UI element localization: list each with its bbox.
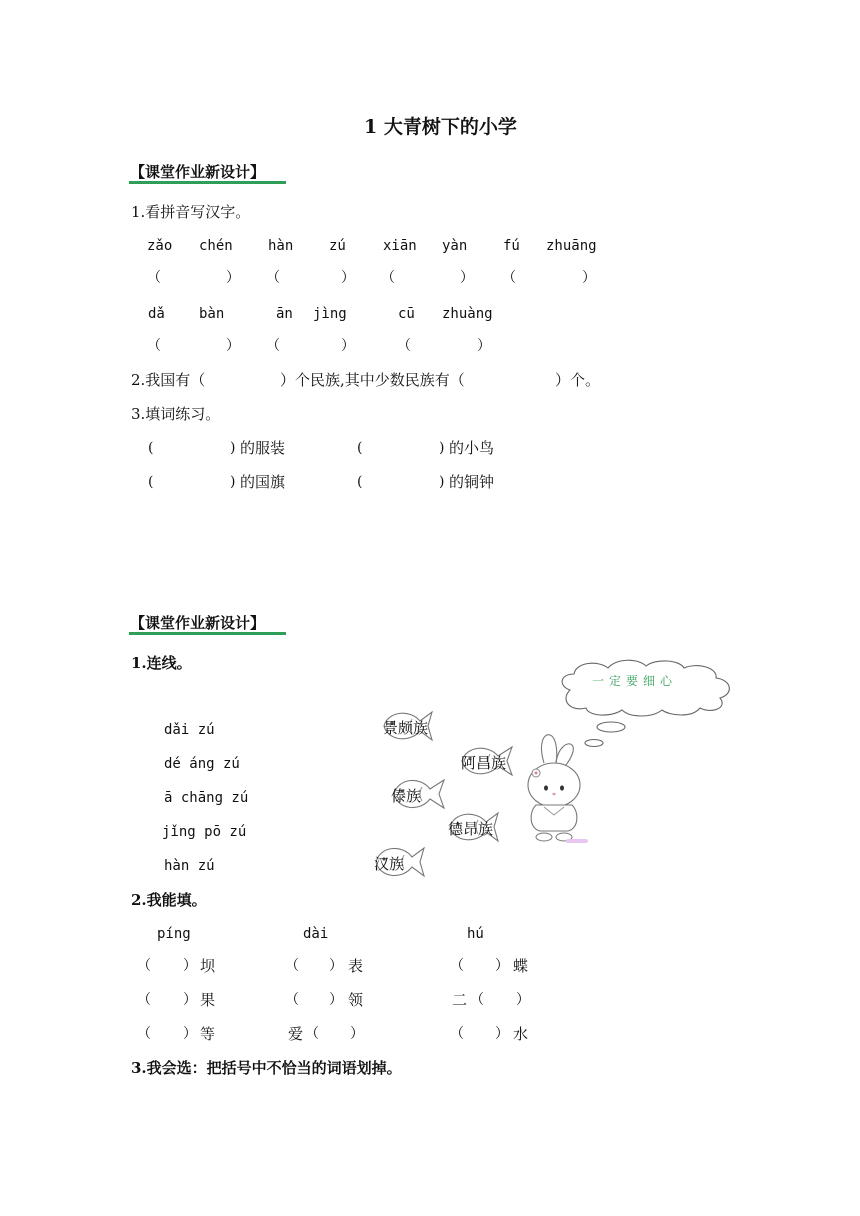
section1-underline (129, 181, 286, 184)
answer-blank[interactable]: ( (148, 440, 154, 456)
pinyin: fú (503, 238, 520, 254)
pinyin: zú (329, 238, 346, 254)
answer-blank[interactable]: （ (147, 338, 161, 354)
fill-prompt: 2.我能填。 (131, 891, 207, 909)
pinyin: cū (398, 306, 415, 322)
pinyin: dǎ (148, 306, 165, 322)
fish-label[interactable]: 傣族 (391, 787, 422, 805)
pinyin: bàn (199, 306, 225, 322)
answer-blank[interactable]: （ (266, 270, 280, 286)
char-item: 坝 (200, 957, 216, 975)
fish-label[interactable]: 德昂族 (448, 820, 494, 838)
answer-blank[interactable]: ( (357, 440, 363, 456)
section2-heading: 【课堂作业新设计】 (130, 614, 266, 632)
answer-blank[interactable] (495, 373, 555, 389)
bunny-character-icon (518, 733, 590, 845)
pinyin: zǎo (147, 238, 173, 254)
cloud-text: 一定要细心 (592, 674, 678, 688)
answer-blank[interactable]: （ (502, 270, 516, 286)
answer-blank[interactable]: （ (305, 1026, 319, 1042)
pinyin: hàn (268, 238, 294, 254)
pinyin: jìng (313, 306, 347, 322)
fish-label[interactable]: 景颇族 (383, 719, 429, 737)
char-item: 等 (200, 1025, 216, 1043)
answer-blank[interactable]: （ (450, 1026, 464, 1042)
char-item: 表 (348, 957, 364, 975)
pinyin-item[interactable]: ā chāng zú (164, 790, 249, 806)
char-item: 水 (513, 1025, 529, 1043)
pinyin-item[interactable]: hàn zú (164, 858, 215, 874)
pinyin-head: hú (467, 926, 484, 942)
word-item: 的铜钟 (449, 473, 495, 491)
answer-blank[interactable]: ( (357, 474, 363, 490)
answer-blank[interactable]: （ (137, 1026, 151, 1042)
word-item: 的服装 (240, 439, 286, 457)
q2-part3: ）个。 (555, 371, 601, 389)
pinyin: ān (276, 306, 293, 322)
pinyin: zhuàng (442, 306, 493, 322)
pinyin: yàn (442, 238, 468, 254)
pinyin: chén (199, 238, 233, 254)
answer-blank[interactable]: （ (285, 992, 299, 1008)
word-item: 的小鸟 (449, 439, 495, 457)
q2-part2: ）个民族,其中少数民族有（ (280, 371, 465, 389)
q1-prompt: 1.看拼音写汉字。 (131, 203, 251, 221)
section1-heading: 【课堂作业新设计】 (130, 163, 266, 181)
answer-blank[interactable]: （ (470, 992, 484, 1008)
fish-label[interactable]: 汉族 (374, 855, 405, 873)
answer-blank[interactable]: （ (266, 338, 280, 354)
char-item: 领 (348, 991, 364, 1009)
pinyin-head: píng (157, 926, 191, 942)
word-item: 的国旗 (240, 473, 286, 491)
char-item: 蝶 (513, 957, 529, 975)
choose-prompt: 3.我会选：把括号中不恰当的词语划掉。 (131, 1059, 402, 1077)
connect-prompt: 1.连线。 (131, 654, 192, 672)
pinyin: zhuāng (546, 238, 597, 254)
pinyin-item[interactable]: dé áng zú (164, 756, 240, 772)
answer-blank[interactable]: （ (381, 270, 395, 286)
pinyin: xiān (383, 238, 417, 254)
fish-label[interactable]: 阿昌族 (461, 754, 507, 772)
answer-blank[interactable] (210, 373, 280, 389)
char-item: 二 (452, 991, 468, 1009)
answer-blank[interactable]: ( (148, 474, 154, 490)
char-item: 果 (200, 991, 216, 1009)
answer-blank[interactable]: （ (147, 270, 161, 286)
answer-blank[interactable]: （ (137, 992, 151, 1008)
q3-prompt: 3.填词练习。 (131, 405, 221, 423)
answer-blank[interactable]: （ (397, 338, 411, 354)
pinyin-head: dài (303, 926, 329, 942)
char-item: 爱 (288, 1025, 304, 1043)
q2-part1: 2.我国有（ (131, 371, 206, 389)
answer-blank[interactable]: （ (137, 958, 151, 974)
page-title: 1 大青树下的小学 (364, 116, 517, 138)
answer-blank[interactable]: （ (285, 958, 299, 974)
pinyin-item[interactable]: jǐng pō zú (162, 824, 247, 840)
pinyin-item[interactable]: dǎi zú (164, 722, 215, 738)
section2-underline (129, 632, 286, 635)
answer-blank[interactable]: （ (450, 958, 464, 974)
